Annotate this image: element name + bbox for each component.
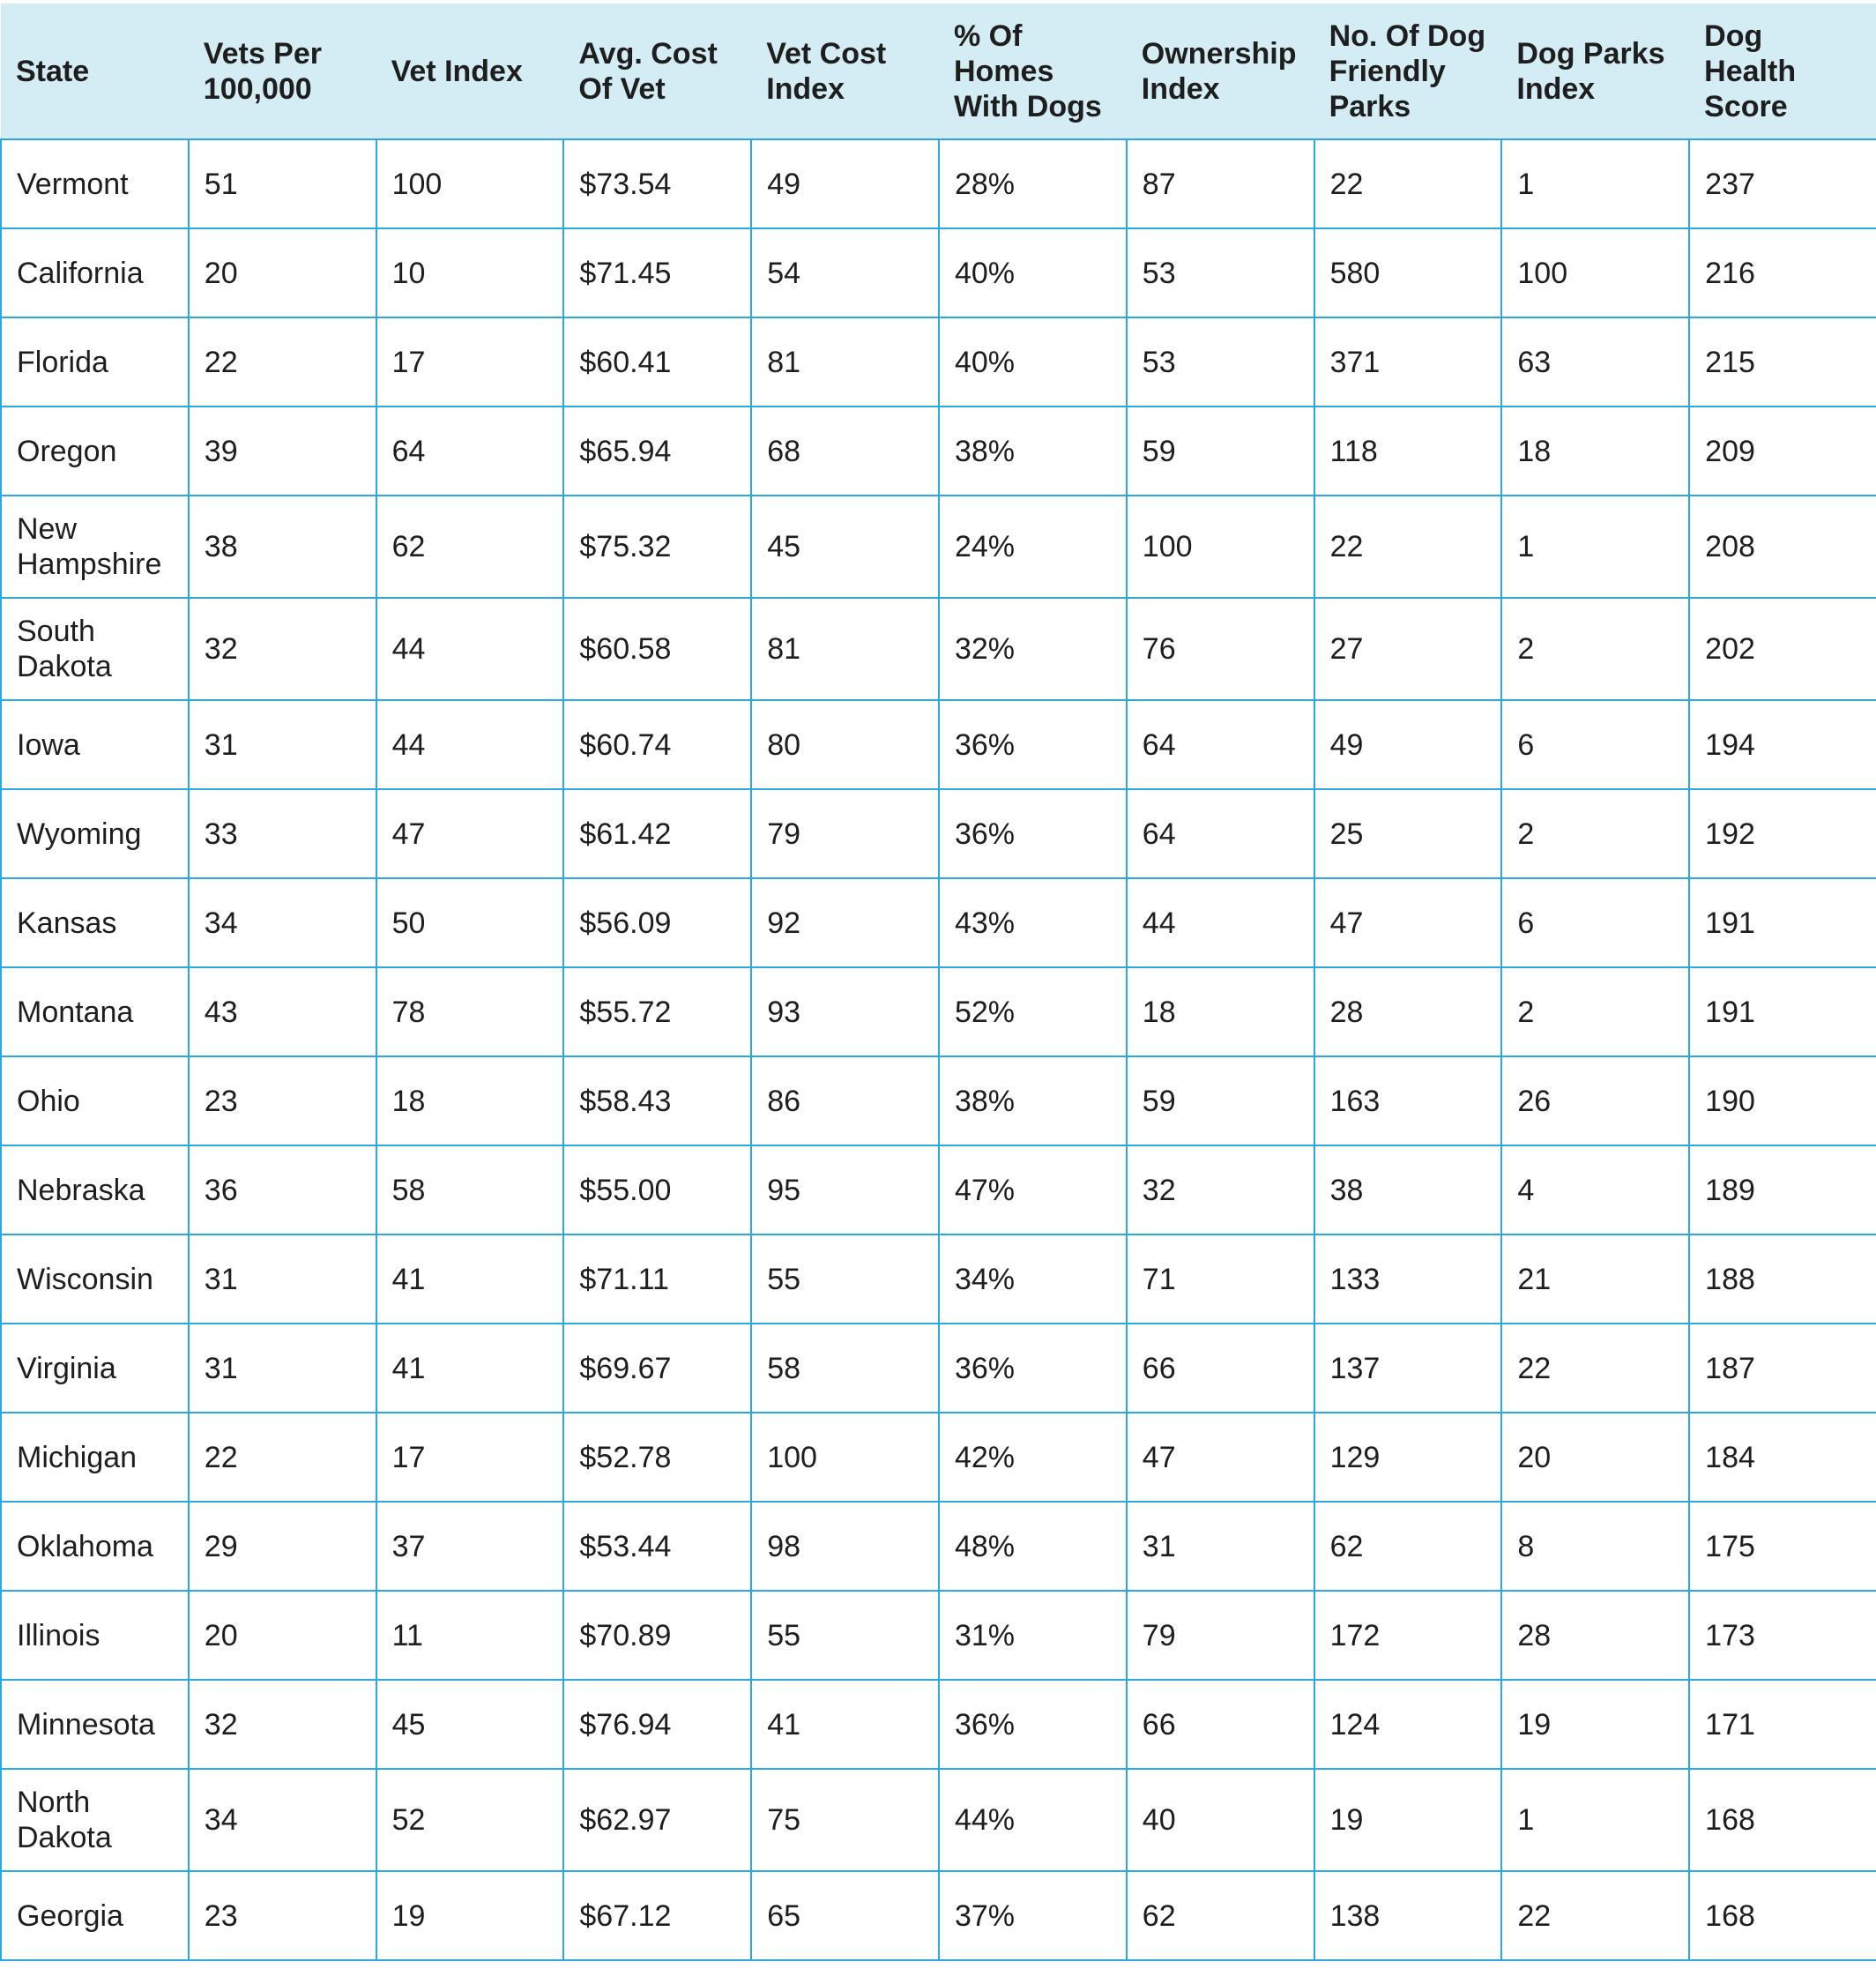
cell-vet-index: 37 bbox=[376, 1502, 564, 1591]
cell-dog-parks-index: 2 bbox=[1501, 598, 1689, 700]
cell-pct-homes-with-dogs: 24% bbox=[939, 496, 1127, 598]
header-ownership-index: Ownership Index bbox=[1127, 4, 1314, 139]
cell-ownership-index: 59 bbox=[1127, 1056, 1314, 1145]
cell-dog-parks-index: 1 bbox=[1501, 496, 1689, 598]
cell-vets-per-100000: 32 bbox=[189, 598, 376, 700]
cell-dog-friendly-parks: 19 bbox=[1314, 1769, 1502, 1871]
cell-vet-cost-index: 55 bbox=[751, 1234, 939, 1324]
cell-state: Florida bbox=[1, 317, 189, 406]
cell-avg-cost-of-vet: $65.94 bbox=[563, 406, 751, 496]
cell-dog-friendly-parks: 22 bbox=[1314, 496, 1502, 598]
cell-dog-health-score: 209 bbox=[1689, 406, 1876, 496]
cell-dog-friendly-parks: 118 bbox=[1314, 406, 1502, 496]
cell-ownership-index: 76 bbox=[1127, 598, 1314, 700]
cell-dog-health-score: 215 bbox=[1689, 317, 1876, 406]
cell-vets-per-100000: 31 bbox=[189, 700, 376, 789]
cell-vet-cost-index: 93 bbox=[751, 967, 939, 1056]
table-header bbox=[1, 4, 1876, 139]
cell-vets-per-100000: 29 bbox=[189, 1502, 376, 1591]
cell-pct-homes-with-dogs: 38% bbox=[939, 1056, 1127, 1145]
cell-avg-cost-of-vet: $52.78 bbox=[563, 1413, 751, 1502]
cell-state: Minnesota bbox=[1, 1680, 189, 1769]
cell-dog-parks-index: 6 bbox=[1501, 700, 1689, 789]
cell-dog-parks-index: 19 bbox=[1501, 1680, 1689, 1769]
cell-dog-parks-index: 100 bbox=[1501, 228, 1689, 317]
cell-state: Georgia bbox=[1, 1871, 189, 1960]
header-vet-index: Vet Index bbox=[376, 4, 564, 139]
cell-vet-index: 18 bbox=[376, 1056, 564, 1145]
cell-vet-cost-index: 41 bbox=[751, 1680, 939, 1769]
table-row bbox=[1, 1145, 1876, 1234]
cell-ownership-index: 18 bbox=[1127, 967, 1314, 1056]
cell-ownership-index: 71 bbox=[1127, 1234, 1314, 1324]
header-avg-cost-of-vet: Avg. Cost Of Vet bbox=[563, 4, 751, 139]
cell-dog-friendly-parks: 129 bbox=[1314, 1413, 1502, 1502]
cell-state: Wyoming bbox=[1, 789, 189, 878]
cell-vets-per-100000: 31 bbox=[189, 1234, 376, 1324]
cell-state: Virginia bbox=[1, 1324, 189, 1413]
header-dog-health-score: Dog Health Score bbox=[1689, 4, 1876, 139]
cell-dog-friendly-parks: 38 bbox=[1314, 1145, 1502, 1234]
header-row bbox=[1, 4, 1876, 139]
header-dog-parks-index: Dog Parks Index bbox=[1501, 4, 1689, 139]
cell-dog-health-score: 191 bbox=[1689, 878, 1876, 967]
cell-vet-cost-index: 95 bbox=[751, 1145, 939, 1234]
cell-vets-per-100000: 23 bbox=[189, 1056, 376, 1145]
cell-vet-cost-index: 98 bbox=[751, 1502, 939, 1591]
cell-state: Illinois bbox=[1, 1591, 189, 1680]
cell-pct-homes-with-dogs: 42% bbox=[939, 1413, 1127, 1502]
cell-dog-parks-index: 63 bbox=[1501, 317, 1689, 406]
table-row bbox=[1, 789, 1876, 878]
cell-dog-health-score: 168 bbox=[1689, 1769, 1876, 1871]
cell-vet-index: 64 bbox=[376, 406, 564, 496]
cell-dog-friendly-parks: 25 bbox=[1314, 789, 1502, 878]
header-vet-cost-index: Vet Cost Index bbox=[751, 4, 939, 139]
header-pct-homes-with-dogs: % Of Homes With Dogs bbox=[939, 4, 1127, 139]
cell-vets-per-100000: 20 bbox=[189, 1591, 376, 1680]
cell-vet-index: 50 bbox=[376, 878, 564, 967]
cell-vet-cost-index: 49 bbox=[751, 139, 939, 228]
cell-pct-homes-with-dogs: 31% bbox=[939, 1591, 1127, 1680]
cell-dog-friendly-parks: 49 bbox=[1314, 700, 1502, 789]
cell-dog-health-score: 202 bbox=[1689, 598, 1876, 700]
cell-state: South Dakota bbox=[1, 598, 189, 700]
cell-vet-index: 19 bbox=[376, 1871, 564, 1960]
cell-dog-health-score: 184 bbox=[1689, 1413, 1876, 1502]
cell-dog-parks-index: 2 bbox=[1501, 789, 1689, 878]
cell-dog-health-score: 194 bbox=[1689, 700, 1876, 789]
cell-dog-friendly-parks: 580 bbox=[1314, 228, 1502, 317]
cell-vet-index: 44 bbox=[376, 700, 564, 789]
cell-vets-per-100000: 34 bbox=[189, 878, 376, 967]
cell-dog-parks-index: 1 bbox=[1501, 1769, 1689, 1871]
cell-dog-parks-index: 20 bbox=[1501, 1413, 1689, 1502]
cell-avg-cost-of-vet: $53.44 bbox=[563, 1502, 751, 1591]
cell-vet-cost-index: 86 bbox=[751, 1056, 939, 1145]
cell-dog-health-score: 191 bbox=[1689, 967, 1876, 1056]
table-row bbox=[1, 317, 1876, 406]
table-row bbox=[1, 139, 1876, 228]
cell-avg-cost-of-vet: $75.32 bbox=[563, 496, 751, 598]
table-row bbox=[1, 1056, 1876, 1145]
cell-vet-index: 41 bbox=[376, 1234, 564, 1324]
cell-vet-index: 58 bbox=[376, 1145, 564, 1234]
cell-dog-health-score: 168 bbox=[1689, 1871, 1876, 1960]
cell-ownership-index: 66 bbox=[1127, 1324, 1314, 1413]
cell-dog-parks-index: 18 bbox=[1501, 406, 1689, 496]
cell-ownership-index: 62 bbox=[1127, 1871, 1314, 1960]
cell-dog-friendly-parks: 62 bbox=[1314, 1502, 1502, 1591]
cell-dog-parks-index: 2 bbox=[1501, 967, 1689, 1056]
cell-state: Iowa bbox=[1, 700, 189, 789]
cell-vet-cost-index: 79 bbox=[751, 789, 939, 878]
cell-ownership-index: 66 bbox=[1127, 1680, 1314, 1769]
cell-dog-friendly-parks: 172 bbox=[1314, 1591, 1502, 1680]
cell-vet-index: 17 bbox=[376, 1413, 564, 1502]
header-state: State bbox=[1, 4, 189, 139]
cell-dog-parks-index: 28 bbox=[1501, 1591, 1689, 1680]
cell-vet-cost-index: 80 bbox=[751, 700, 939, 789]
cell-avg-cost-of-vet: $60.74 bbox=[563, 700, 751, 789]
cell-vet-index: 52 bbox=[376, 1769, 564, 1871]
cell-pct-homes-with-dogs: 36% bbox=[939, 789, 1127, 878]
cell-vets-per-100000: 22 bbox=[189, 317, 376, 406]
cell-state: Oklahoma bbox=[1, 1502, 189, 1591]
cell-state: Kansas bbox=[1, 878, 189, 967]
cell-pct-homes-with-dogs: 52% bbox=[939, 967, 1127, 1056]
cell-vets-per-100000: 43 bbox=[189, 967, 376, 1056]
cell-vet-cost-index: 81 bbox=[751, 317, 939, 406]
cell-avg-cost-of-vet: $69.67 bbox=[563, 1324, 751, 1413]
cell-state: Montana bbox=[1, 967, 189, 1056]
cell-avg-cost-of-vet: $70.89 bbox=[563, 1591, 751, 1680]
cell-dog-friendly-parks: 138 bbox=[1314, 1871, 1502, 1960]
cell-dog-friendly-parks: 27 bbox=[1314, 598, 1502, 700]
cell-avg-cost-of-vet: $73.54 bbox=[563, 139, 751, 228]
cell-avg-cost-of-vet: $62.97 bbox=[563, 1769, 751, 1871]
cell-pct-homes-with-dogs: 38% bbox=[939, 406, 1127, 496]
cell-dog-parks-index: 4 bbox=[1501, 1145, 1689, 1234]
cell-dog-parks-index: 21 bbox=[1501, 1234, 1689, 1324]
table-body bbox=[1, 139, 1876, 1960]
cell-state: Michigan bbox=[1, 1413, 189, 1502]
cell-dog-parks-index: 8 bbox=[1501, 1502, 1689, 1591]
cell-avg-cost-of-vet: $76.94 bbox=[563, 1680, 751, 1769]
table-row bbox=[1, 1769, 1876, 1871]
cell-dog-friendly-parks: 163 bbox=[1314, 1056, 1502, 1145]
cell-ownership-index: 31 bbox=[1127, 1502, 1314, 1591]
cell-vet-index: 62 bbox=[376, 496, 564, 598]
table-row bbox=[1, 598, 1876, 700]
table-row bbox=[1, 1324, 1876, 1413]
table-row bbox=[1, 1871, 1876, 1960]
cell-dog-health-score: 190 bbox=[1689, 1056, 1876, 1145]
table-row bbox=[1, 878, 1876, 967]
cell-state: California bbox=[1, 228, 189, 317]
cell-vet-index: 100 bbox=[376, 139, 564, 228]
cell-vet-index: 78 bbox=[376, 967, 564, 1056]
table-row bbox=[1, 496, 1876, 598]
cell-ownership-index: 47 bbox=[1127, 1413, 1314, 1502]
table-row bbox=[1, 967, 1876, 1056]
cell-ownership-index: 44 bbox=[1127, 878, 1314, 967]
cell-vets-per-100000: 20 bbox=[189, 228, 376, 317]
cell-avg-cost-of-vet: $61.42 bbox=[563, 789, 751, 878]
table-row bbox=[1, 1502, 1876, 1591]
cell-dog-friendly-parks: 47 bbox=[1314, 878, 1502, 967]
cell-dog-health-score: 173 bbox=[1689, 1591, 1876, 1680]
cell-pct-homes-with-dogs: 37% bbox=[939, 1871, 1127, 1960]
cell-dog-health-score: 189 bbox=[1689, 1145, 1876, 1234]
cell-avg-cost-of-vet: $55.00 bbox=[563, 1145, 751, 1234]
header-vets-per-100000: Vets Per 100,000 bbox=[189, 4, 376, 139]
cell-vet-index: 45 bbox=[376, 1680, 564, 1769]
cell-dog-health-score: 192 bbox=[1689, 789, 1876, 878]
table-row bbox=[1, 406, 1876, 496]
cell-pct-homes-with-dogs: 43% bbox=[939, 878, 1127, 967]
cell-state: Wisconsin bbox=[1, 1234, 189, 1324]
cell-avg-cost-of-vet: $55.72 bbox=[563, 967, 751, 1056]
cell-dog-parks-index: 22 bbox=[1501, 1324, 1689, 1413]
cell-avg-cost-of-vet: $60.41 bbox=[563, 317, 751, 406]
cell-dog-parks-index: 1 bbox=[1501, 139, 1689, 228]
cell-ownership-index: 53 bbox=[1127, 228, 1314, 317]
cell-state: Ohio bbox=[1, 1056, 189, 1145]
cell-ownership-index: 40 bbox=[1127, 1769, 1314, 1871]
cell-pct-homes-with-dogs: 36% bbox=[939, 1680, 1127, 1769]
cell-ownership-index: 64 bbox=[1127, 700, 1314, 789]
cell-vets-per-100000: 38 bbox=[189, 496, 376, 598]
cell-ownership-index: 87 bbox=[1127, 139, 1314, 228]
header-dog-friendly-parks: No. Of Dog Friendly Parks bbox=[1314, 4, 1502, 139]
cell-dog-friendly-parks: 137 bbox=[1314, 1324, 1502, 1413]
cell-vets-per-100000: 23 bbox=[189, 1871, 376, 1960]
cell-vets-per-100000: 22 bbox=[189, 1413, 376, 1502]
cell-vets-per-100000: 51 bbox=[189, 139, 376, 228]
cell-pct-homes-with-dogs: 32% bbox=[939, 598, 1127, 700]
table-row bbox=[1, 700, 1876, 789]
cell-pct-homes-with-dogs: 28% bbox=[939, 139, 1127, 228]
cell-avg-cost-of-vet: $58.43 bbox=[563, 1056, 751, 1145]
cell-pct-homes-with-dogs: 40% bbox=[939, 228, 1127, 317]
cell-vet-index: 44 bbox=[376, 598, 564, 700]
cell-dog-friendly-parks: 133 bbox=[1314, 1234, 1502, 1324]
cell-pct-homes-with-dogs: 48% bbox=[939, 1502, 1127, 1591]
table-row bbox=[1, 1680, 1876, 1769]
cell-dog-parks-index: 22 bbox=[1501, 1871, 1689, 1960]
cell-dog-friendly-parks: 22 bbox=[1314, 139, 1502, 228]
cell-pct-homes-with-dogs: 36% bbox=[939, 1324, 1127, 1413]
cell-vet-index: 11 bbox=[376, 1591, 564, 1680]
cell-vet-index: 47 bbox=[376, 789, 564, 878]
cell-vet-index: 17 bbox=[376, 317, 564, 406]
cell-vets-per-100000: 34 bbox=[189, 1769, 376, 1871]
cell-dog-friendly-parks: 124 bbox=[1314, 1680, 1502, 1769]
cell-state: Nebraska bbox=[1, 1145, 189, 1234]
cell-dog-parks-index: 26 bbox=[1501, 1056, 1689, 1145]
cell-vet-index: 10 bbox=[376, 228, 564, 317]
cell-state: North Dakota bbox=[1, 1769, 189, 1871]
cell-dog-health-score: 187 bbox=[1689, 1324, 1876, 1413]
cell-ownership-index: 64 bbox=[1127, 789, 1314, 878]
cell-state: Vermont bbox=[1, 139, 189, 228]
cell-dog-health-score: 175 bbox=[1689, 1502, 1876, 1591]
cell-vet-index: 41 bbox=[376, 1324, 564, 1413]
cell-avg-cost-of-vet: $56.09 bbox=[563, 878, 751, 967]
cell-pct-homes-with-dogs: 40% bbox=[939, 317, 1127, 406]
cell-avg-cost-of-vet: $67.12 bbox=[563, 1871, 751, 1960]
cell-vet-cost-index: 75 bbox=[751, 1769, 939, 1871]
table-row bbox=[1, 1591, 1876, 1680]
cell-dog-friendly-parks: 28 bbox=[1314, 967, 1502, 1056]
cell-vet-cost-index: 45 bbox=[751, 496, 939, 598]
cell-avg-cost-of-vet: $71.45 bbox=[563, 228, 751, 317]
cell-vet-cost-index: 81 bbox=[751, 598, 939, 700]
cell-pct-homes-with-dogs: 47% bbox=[939, 1145, 1127, 1234]
cell-vet-cost-index: 68 bbox=[751, 406, 939, 496]
cell-ownership-index: 53 bbox=[1127, 317, 1314, 406]
cell-dog-friendly-parks: 371 bbox=[1314, 317, 1502, 406]
cell-ownership-index: 100 bbox=[1127, 496, 1314, 598]
cell-vet-cost-index: 92 bbox=[751, 878, 939, 967]
cell-vets-per-100000: 32 bbox=[189, 1680, 376, 1769]
cell-avg-cost-of-vet: $71.11 bbox=[563, 1234, 751, 1324]
cell-dog-health-score: 237 bbox=[1689, 139, 1876, 228]
cell-vets-per-100000: 39 bbox=[189, 406, 376, 496]
cell-ownership-index: 59 bbox=[1127, 406, 1314, 496]
cell-dog-parks-index: 6 bbox=[1501, 878, 1689, 967]
cell-dog-health-score: 208 bbox=[1689, 496, 1876, 598]
table-row bbox=[1, 228, 1876, 317]
cell-ownership-index: 32 bbox=[1127, 1145, 1314, 1234]
cell-vet-cost-index: 55 bbox=[751, 1591, 939, 1680]
cell-vets-per-100000: 31 bbox=[189, 1324, 376, 1413]
cell-pct-homes-with-dogs: 34% bbox=[939, 1234, 1127, 1324]
cell-vet-cost-index: 54 bbox=[751, 228, 939, 317]
table-row bbox=[1, 1234, 1876, 1324]
cell-vet-cost-index: 65 bbox=[751, 1871, 939, 1960]
cell-vets-per-100000: 33 bbox=[189, 789, 376, 878]
dog-health-table bbox=[0, 4, 1876, 1961]
cell-avg-cost-of-vet: $60.58 bbox=[563, 598, 751, 700]
cell-dog-health-score: 188 bbox=[1689, 1234, 1876, 1324]
cell-vet-cost-index: 100 bbox=[751, 1413, 939, 1502]
table-row bbox=[1, 1413, 1876, 1502]
cell-ownership-index: 79 bbox=[1127, 1591, 1314, 1680]
cell-state: New Hampshire bbox=[1, 496, 189, 598]
cell-state: Oregon bbox=[1, 406, 189, 496]
cell-dog-health-score: 216 bbox=[1689, 228, 1876, 317]
cell-vet-cost-index: 58 bbox=[751, 1324, 939, 1413]
cell-vets-per-100000: 36 bbox=[189, 1145, 376, 1234]
cell-dog-health-score: 171 bbox=[1689, 1680, 1876, 1769]
cell-pct-homes-with-dogs: 36% bbox=[939, 700, 1127, 789]
cell-pct-homes-with-dogs: 44% bbox=[939, 1769, 1127, 1871]
